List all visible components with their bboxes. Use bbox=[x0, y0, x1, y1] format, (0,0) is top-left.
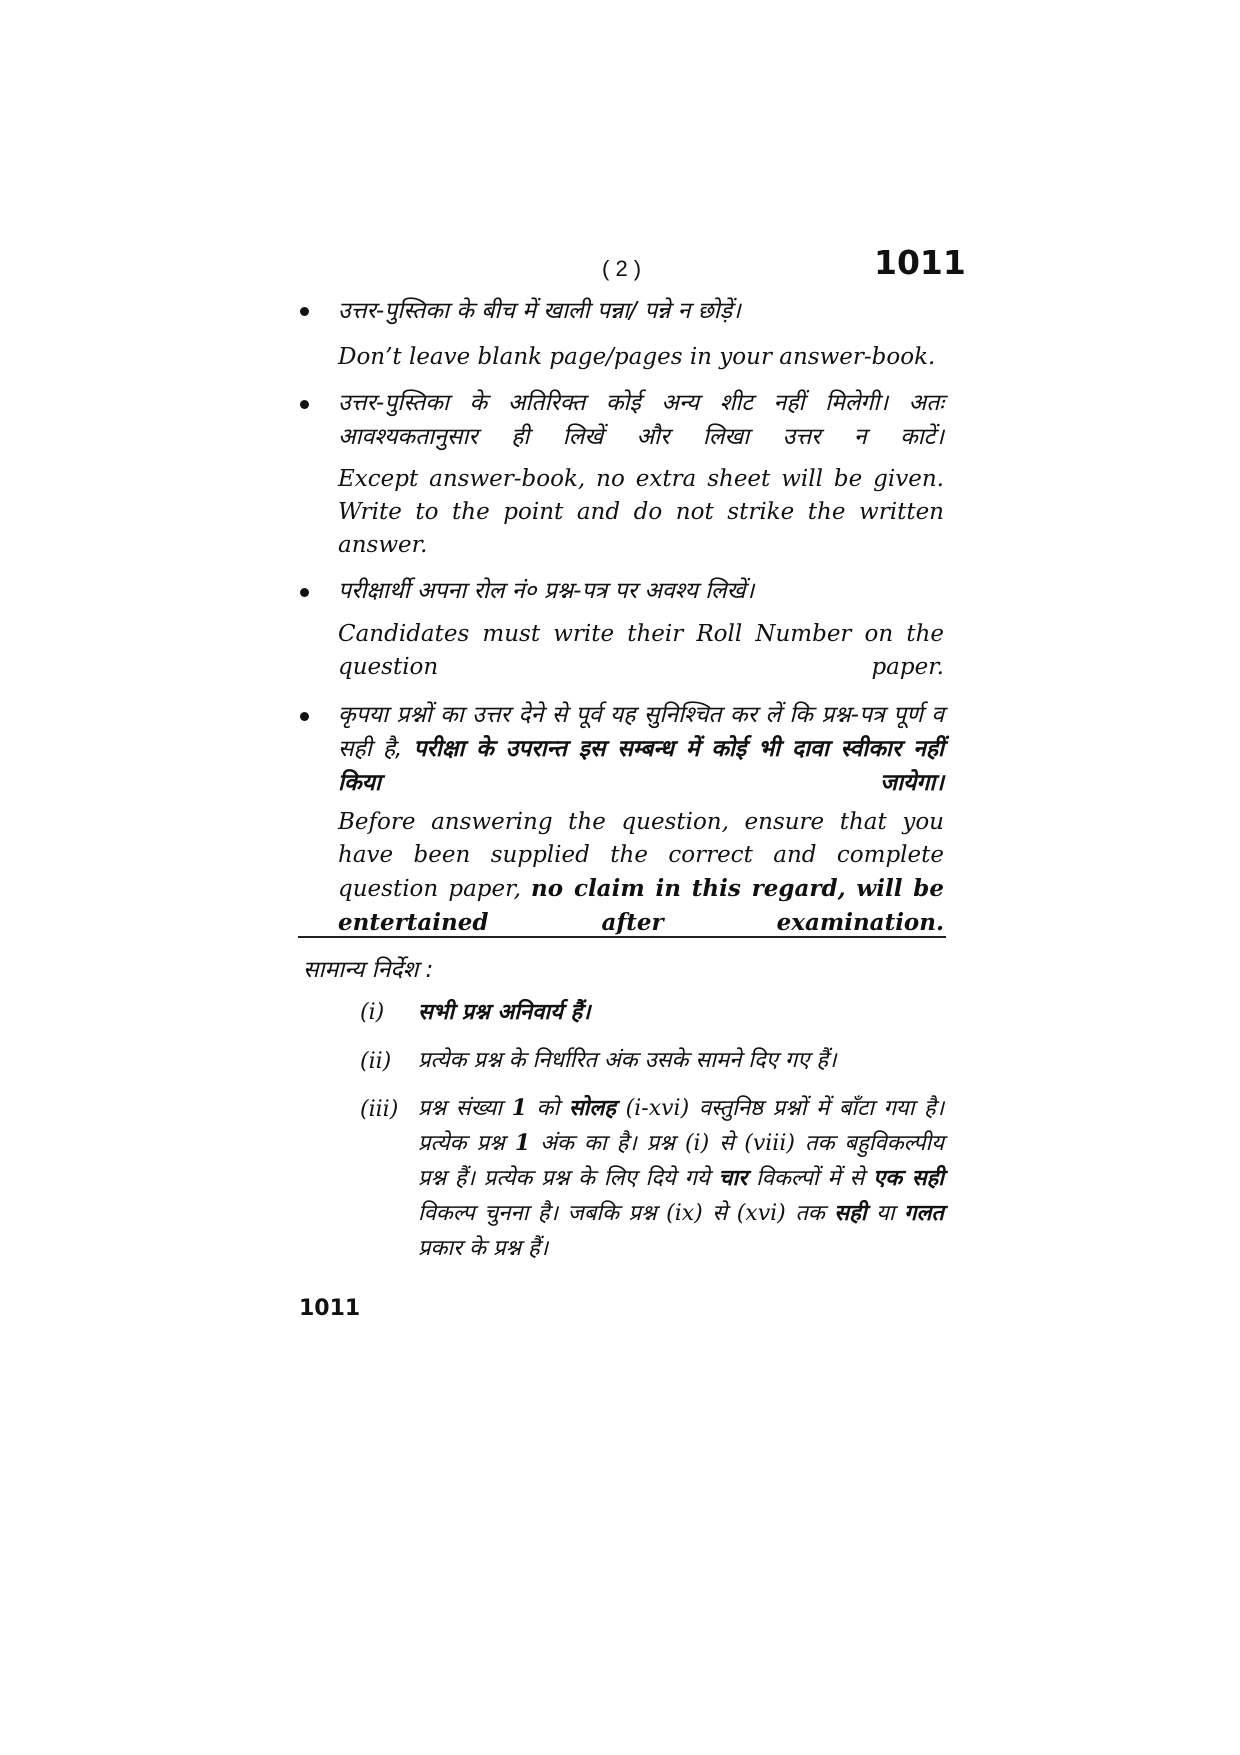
instruction-4-english bbox=[338, 806, 944, 940]
roman-range: (i-xvi) bbox=[625, 1096, 690, 1121]
bullet bbox=[300, 307, 309, 316]
number-bold: 1 bbox=[511, 1095, 527, 1121]
item-number-i: (i) bbox=[360, 1000, 385, 1025]
item-number-iii: (iii) bbox=[360, 1097, 399, 1122]
paper-code-top: 1011 bbox=[874, 243, 966, 282]
instruction-3-english: Candidates must write their Roll Number on the question paper. bbox=[338, 621, 944, 680]
text-segment: से bbox=[719, 1131, 735, 1156]
text-segment: प्रकार के प्रश्न हैं। bbox=[418, 1236, 549, 1261]
instruction-3-hindi: परीक्षार्थी अपना रोल नं० प्रश्न-पत्र पर अवश्य लिखें। bbox=[338, 578, 755, 604]
instruction-4-english-bold: no claim in this regard, will be entertained after examination. bbox=[338, 875, 944, 936]
general-item-iii bbox=[418, 1091, 944, 1266]
instruction-1-hindi: उत्तर-पुस्तिका के बीच में खाली पन्ना/ पन्ने न छोड़ें। bbox=[338, 298, 741, 324]
bullet bbox=[300, 588, 309, 597]
general-instructions-title: सामान्य निर्देश : bbox=[303, 957, 434, 983]
text-segment: वस्तुनिष्ठ प्रश्नों में बाँटा गया है। प्रत्येक प्रश्न bbox=[418, 1096, 945, 1156]
instruction-2-hindi: उत्तर-पुस्तिका के अतिरिक्त कोई अन्य शीट नहीं मिलेगी। अतः आवश्यकतानुसार ही लिखें और लिखा उत्तर न काटें। bbox=[338, 390, 944, 450]
text-segment: से bbox=[712, 1201, 728, 1226]
roman-range: (ix) bbox=[666, 1201, 703, 1226]
general-item-ii: प्रत्येक प्रश्न के निर्धारित अंक उसके सामने दिए गए हैं। bbox=[418, 1048, 837, 1073]
bullet bbox=[300, 712, 309, 721]
page-number: ( 2 ) bbox=[602, 256, 642, 281]
instruction-4-english-text: Before answering the question, ensure that you have been supplied the correct and complete question paper, bbox=[338, 809, 944, 902]
instruction-4-hindi-text: कृपया प्रश्नों का उत्तर देने से पूर्व यह सुनिश्चित कर लें कि प्रश्न-पत्र पूर्ण व सही है, bbox=[338, 702, 944, 762]
bold-segment: एक सही bbox=[873, 1166, 944, 1191]
paper-code-bottom: 1011 bbox=[299, 1296, 361, 1321]
roman-range: (i) bbox=[684, 1131, 710, 1156]
text-segment: तक बहुविकल्पीय प्रश्न हैं। प्रत्येक प्रश्न के लिए दिये गये bbox=[418, 1131, 945, 1191]
bold-segment: सोलह bbox=[568, 1096, 616, 1121]
bold-segment: चार bbox=[718, 1166, 748, 1191]
bold-segment: गलत bbox=[904, 1201, 944, 1226]
number-bold: 1 bbox=[514, 1130, 531, 1156]
text-segment: विकल्पों में से bbox=[756, 1166, 865, 1191]
instruction-4-hindi-bold: परीक्षा के उपरान्त इस सम्बन्ध में कोई भी दावा स्वीकार नहीं किया जायेगा। bbox=[338, 736, 945, 796]
roman-range: (xvi) bbox=[736, 1201, 786, 1226]
text-segment: को bbox=[536, 1096, 560, 1121]
bold-segment: सही bbox=[834, 1201, 867, 1226]
text-segment: प्रश्न संख्या bbox=[418, 1096, 502, 1121]
text-segment: तक bbox=[795, 1201, 825, 1226]
instruction-1-english: Don’t leave blank page/pages in your answer-book. bbox=[338, 344, 936, 370]
text-segment: विकल्प चुनना है। जबकि प्रश्न bbox=[418, 1201, 657, 1226]
roman-range: (viii) bbox=[744, 1131, 795, 1156]
text-segment: अंक का है। प्रश्न bbox=[540, 1131, 675, 1156]
instruction-4-hindi bbox=[338, 698, 944, 800]
general-item-i: सभी प्रश्न अनिवार्य हैं। bbox=[418, 1000, 591, 1025]
instruction-2-english: Except answer-book, no extra sheet will be given. Write to the point and do not strike the written answer. bbox=[338, 466, 944, 558]
text-segment: या bbox=[876, 1201, 895, 1226]
bullet bbox=[300, 400, 309, 409]
divider bbox=[298, 936, 946, 938]
item-number-ii: (ii) bbox=[360, 1049, 392, 1074]
